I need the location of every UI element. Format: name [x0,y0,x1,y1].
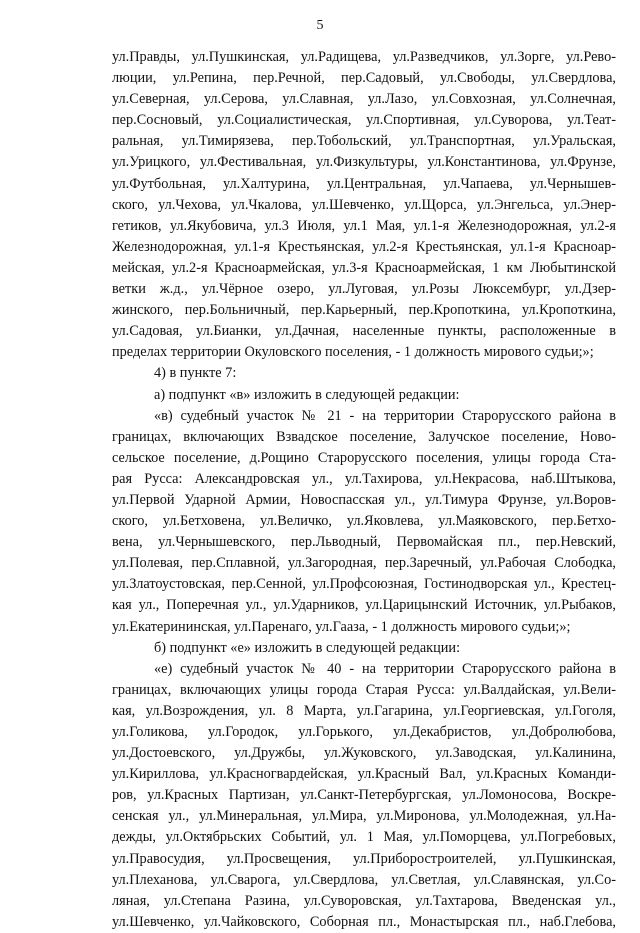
text-line: ского, ул.Чехова, ул.Чкалова, ул.Шевченко, ул.Щорса, ул.Энгельса, ул.Энер- [112,196,616,213]
text-line: дежды, ул.Октябрьских Событий, ул. 1 Мая, ул.Поморцева, ул.Погребовых, [112,829,616,846]
page-number: 5 [316,18,324,33]
text-line: ул.Екатерининская, ул.Паренаго, ул.Гааза, - 1 должность мирового судьи;»; [112,618,571,635]
text-line: ляная, ул.Степана Разина, ул.Суворовская, ул.Тахтарова, Введенская ул., [112,892,616,909]
text-line: мейская, ул.2-я Красноармейская, ул.3-я Красноармейская, 1 км Любытинской [112,259,616,276]
text-line: ул.Северная, ул.Серова, ул.Славная, ул.Лазо, ул.Совхозная, ул.Солнечная, [112,91,616,108]
document-body [112,47,616,933]
text-line: вена, ул.Чернышевского, пер.Льводный, Первомайская пл., пер.Невский, [112,534,616,551]
text-line: ул.Правосудия, ул.Просвещения, ул.Приборостроителей, ул.Пушкинская, [112,850,616,867]
text-line: пределах территории Окуловского поселения, - 1 должность мирового судьи;»; [112,344,594,361]
text-line: ветки ж.д., ул.Чёрное озеро, ул.Луговая, ул.Розы Люксембург, ул.Дзер- [112,281,616,298]
text-line: ул.Достоевского, ул.Дружбы, ул.Жуковского, ул.Заводская, ул.Калинина, [112,745,616,762]
text-line: люции, ул.Репина, пер.Речной, пер.Садовый, ул.Свободы, ул.Свердлова, [112,70,616,87]
text-line: границах, включающих Взвадское поселение, Залучское поселение, Ново- [112,428,616,445]
text-line: кая ул., Поперечная ул., ул.Ударников, ул.Царицынский Источник, ул.Рыбаков, [112,597,616,614]
text-line: 4) в пункте 7: [154,365,237,382]
text-line: б) подпункт «е» изложить в следующей редакции: [154,639,461,656]
text-line: «в) судебный участок № 21 - на территории Старорусского района в [154,407,616,424]
text-line: ул.Голикова, ул.Городок, ул.Горького, ул.Декабристов, ул.Добролюбова, [112,724,616,740]
text-line: ул.Шевченко, ул.Чайковского, Соборная пл., Монастырская пл., наб.Глебова, [112,913,616,930]
text-line: ул.Садовая, ул.Бианки, ул.Дачная, населенные пункты, расположенные в [112,323,616,340]
text-line: пер.Сосновый, ул.Социалистическая, ул.Спортивная, ул.Суворова, ул.Теат- [112,112,616,129]
text-line: гетиков, ул.Якубовича, ул.3 Июля, ул.1 Мая, ул.1-я Железнодорожная, ул.2-я [112,217,616,234]
text-line: «е) судебный участок № 40 - на территории Старорусского района в [154,660,616,677]
text-line: ул.Футбольная, ул.Халтурина, ул.Центральная, ул.Чапаева, ул.Чернышев- [112,175,616,192]
text-line: ул.Урицкого, ул.Фестивальная, ул.Физкультуры, ул.Константинова, ул.Фрунзе, [112,154,616,171]
text-line: Железнодорожная, ул.1-я Крестьянская, ул.2-я Крестьянская, ул.1-я Красноар- [112,238,616,255]
text-line: ул.Полевая, пер.Сплавной, ул.Загородная, пер.Заречный, ул.Рабочая Слободка, [112,555,616,572]
text-line: ского, ул.Бетховена, ул.Величко, ул.Яковлева, ул.Маяковского, пер.Бетхо- [112,513,616,530]
text-line: ул.Первой Ударной Армии, Новоспасская ул., ул.Тимура Фрунзе, ул.Воров- [112,491,616,508]
text-line: кая, ул.Возрождения, ул. 8 Марта, ул.Гагарина, ул.Георгиевская, ул.Гоголя, [112,702,616,719]
text-line: ул.Плеханова, ул.Сварога, ул.Свердлова, ул.Светлая, ул.Славянская, ул.Со- [112,871,616,888]
text-line: границах, включающих улицы города Старая Русса: ул.Валдайская, ул.Вели- [112,681,616,698]
text-line: ул.Правды, ул.Пушкинская, ул.Радищева, ул.Разведчиков, ул.Зорге, ул.Рево- [112,49,616,65]
text-line: жинского, пер.Больничный, пер.Карьерный, пер.Кропоткина, ул.Кропоткина, [112,302,616,319]
text-line: ральная, ул.Тимирязева, пер.Тобольский, ул.Транспортная, ул.Уральская, [112,133,616,150]
text-line: ул.Кириллова, ул.Красногвардейская, ул.Красный Вал, ул.Красных Команди- [112,766,616,783]
text-line: сенская ул., ул.Минеральная, ул.Мира, ул.Миронова, ул.Молодежная, ул.На- [112,808,616,825]
text-line: а) подпункт «в» изложить в следующей редакции: [154,386,460,403]
text-line: сельское поселение, д.Рощино Старорусского поселения, улицы города Ста- [112,449,616,466]
text-line: ул.Златоустовская, пер.Сенной, ул.Профсоюзная, Гостинодворская ул., Крестец- [112,576,616,593]
text-line: ров, ул.Красных Партизан, ул.Санкт-Петербургская, ул.Ломоносова, Воскре- [112,787,616,804]
text-line: рая Русса: Александровская ул., ул.Тахирова, ул.Некрасова, наб.Штыкова, [112,470,616,487]
